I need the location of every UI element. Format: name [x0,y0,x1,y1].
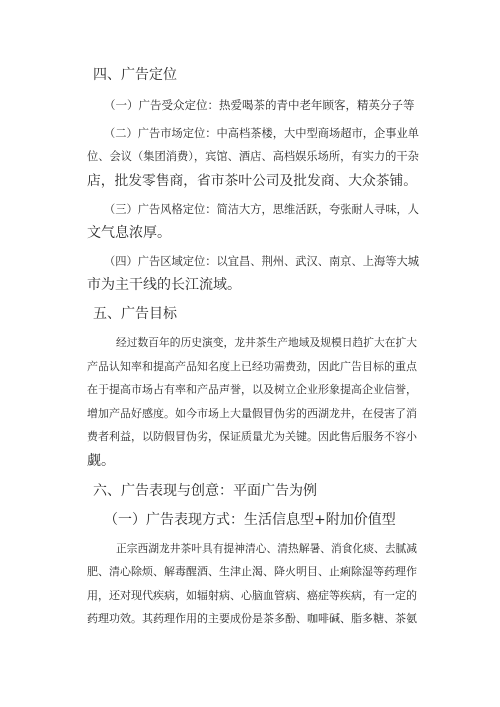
heading-section-6: 六、广告表现与创意：平面广告为例 [93,483,317,499]
paragraph-line: 经过数百年的历史演变，龙井茶生产地域及规模日趋扩大在扩大 [116,336,418,349]
paragraph-line: 位、会议（集团消费），宾馆、酒店、高档娱乐场所，有实力的干杂 [87,150,419,163]
paragraph-line: （二）广告市场定位：中高档茶楼，大中型商场超市，企事业单 [104,127,420,140]
paragraph-line: （一）广告受众定位：热爱喝茶的青中老年顾客，精英分子等 [104,98,415,112]
paragraph-line: 文气息浓厚。 [87,225,171,241]
paragraph-line: 用，还对现代疾病，如辐射病、心脑血管病、癌症等疾病，有一定的 [87,589,417,602]
paragraph-line: 市为主干线的长江流域。 [87,277,241,293]
paragraph-line: 增加产品好感度。如今市场上大量假冒伪劣的西湖龙井，在侵害了消 [87,407,417,420]
paragraph-line: 费者利益，以防假冒伪劣，保证质量尤为关键。因此售后服务不容小 [87,430,417,443]
paragraph-line: 觑。 [87,453,115,469]
paragraph-line: 药理功效。其药理作用的主要成份是茶多酚、咖啡碱、脂多糖、茶氨 [87,612,417,625]
paragraph-line: （一）广告表现方式：生活信息型+附加价值型 [104,512,396,528]
heading-section-5: 五、广告目标 [93,306,177,322]
paragraph-line: （四）广告区域定位：以宜昌、荆州、武汉、南京、上海等大城 [104,255,420,268]
paragraph-line: 在于提高市场占有率和产品声誉，以及树立企业形象提高企业信誉， [87,383,417,396]
paragraph-line: 店，批发零售商，省市茶叶公司及批发商、大众茶铺。 [87,173,418,189]
heading-section-4: 四、广告定位 [93,67,177,83]
paragraph-line: （三）广告风格定位：简洁大方，思维活跃，夸张耐人寻味，人 [104,203,420,216]
paragraph-line: 肥、清心除烦、解毒醒酒、生津止渴、降火明目、止痢除湿等药理作 [87,565,417,578]
paragraph-line: 产品认知率和提高产品知名度上已经功需费劲，因此广告目标的重点 [87,360,417,373]
paragraph-line: 正宗西湖龙井茶叶具有提神清心、清热解暑、消食化痰、去腻减 [116,542,418,555]
